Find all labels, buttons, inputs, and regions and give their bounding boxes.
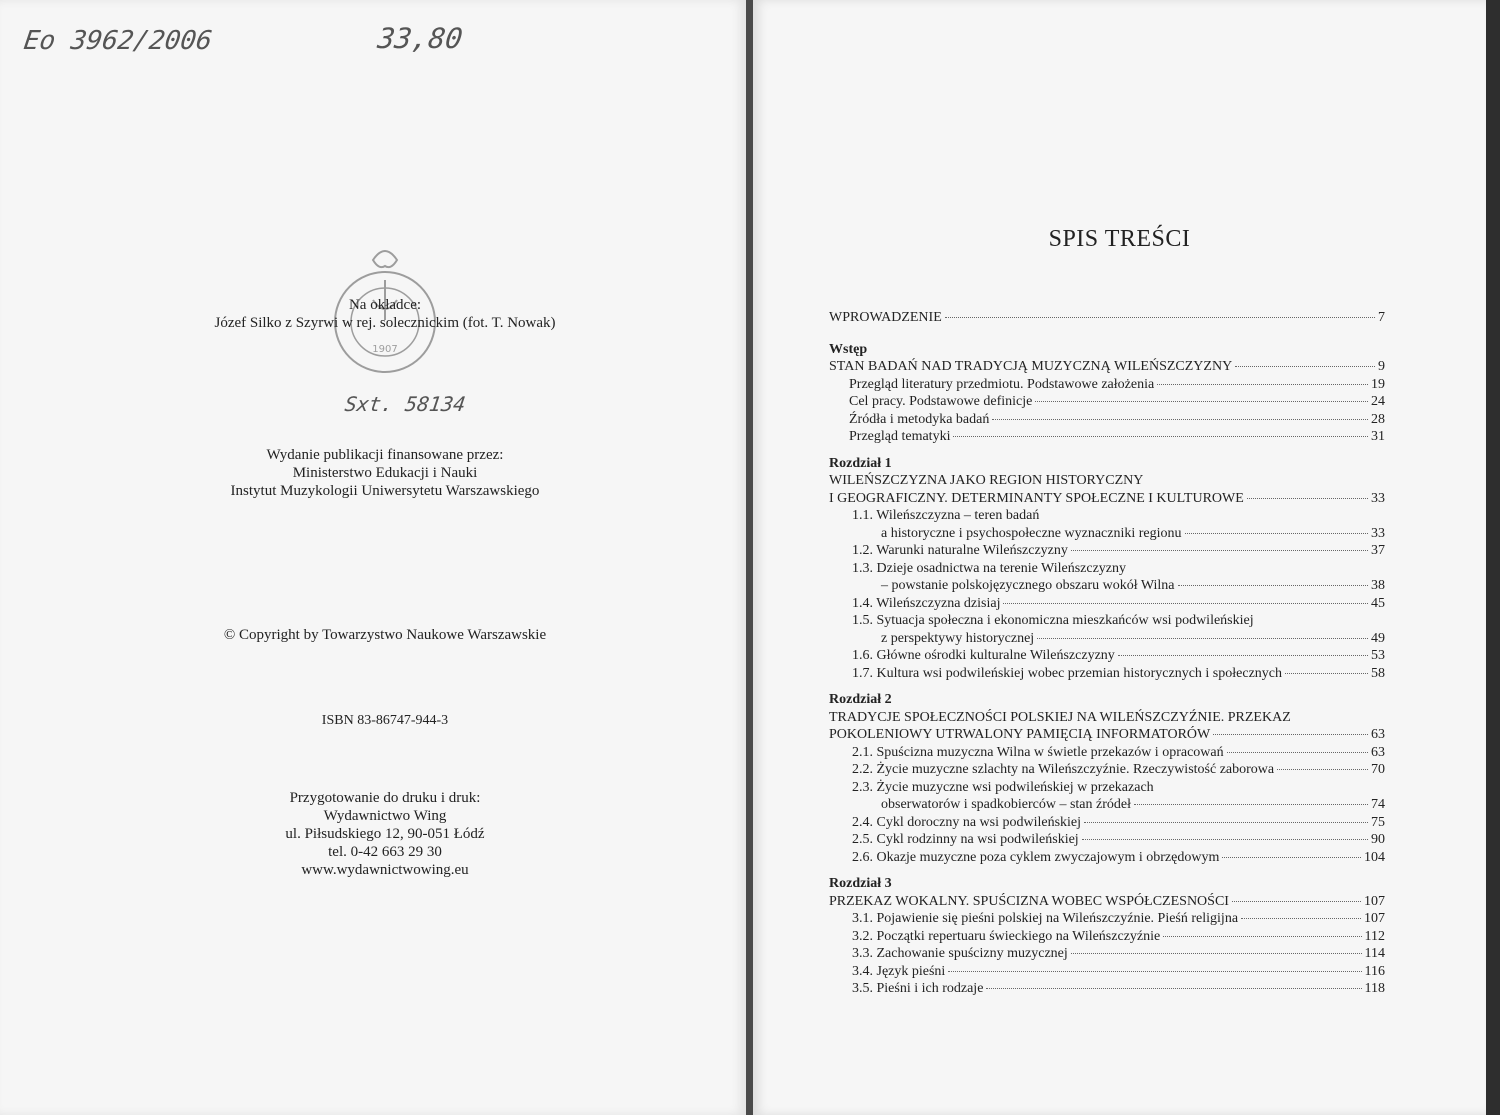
printer-line: www.wydawnictwowing.eu bbox=[301, 862, 469, 878]
funding-line: Instytut Muzykologii Uniwersytetu Warszawskiego bbox=[230, 483, 540, 499]
left-page bbox=[0, 0, 746, 1115]
printer-line: Przygotowanie do druku i druk: bbox=[289, 790, 481, 806]
toc-entry: 1.2. Warunki naturalne Wileńszczyzny 37 bbox=[852, 543, 1385, 558]
toc-entry: Źródła i metodyka badań 28 bbox=[849, 411, 1385, 427]
toc-entry: 3.4. Język pieśni 116 bbox=[852, 963, 1385, 979]
toc-entry: Przegląd literatury przedmiotu. Podstawowe założenia 19 bbox=[849, 376, 1385, 392]
toc-entry: 2.6. Okazje muzyczne poza cyklem zwyczajowym i obrzędowym 104 bbox=[852, 849, 1385, 865]
toc-entry: 3.3. Zachowanie spuścizny muzycznej 114 bbox=[852, 946, 1385, 961]
toc-entry: Cel pracy. Podstawowe definicje 24 bbox=[849, 394, 1385, 409]
toc-entry: 2.2. Życie muzyczne szlachty na Wileńszczyźnie. Rzeczywistość zaborowa 70 bbox=[852, 762, 1385, 777]
toc-title: SPIS TREŚCI bbox=[1048, 226, 1191, 252]
toc-entry: 3.5. Pieśni i ich rodzaje 118 bbox=[852, 981, 1385, 996]
toc-entry: obserwatorów i spadkobierców – stan źródeł 74 bbox=[881, 797, 1385, 812]
table-of-contents bbox=[829, 309, 1385, 998]
toc-entry: 2.4. Cykl doroczny na wsi podwileńskiej 75 bbox=[852, 814, 1385, 830]
toc-entry: 1.1. Wileńszczyzna – teren badań bbox=[852, 508, 1040, 523]
toc-entry: a historyczne i psychospołeczne wyznaczniki regionu 33 bbox=[881, 525, 1385, 541]
toc-chapter-title: I GEOGRAFICZNY. DETERMINANTY SPOŁECZNE I KULTUROWE 33 bbox=[829, 490, 1385, 506]
toc-chapter-title: STAN BADAŃ NAD TRADYCJĄ MUZYCZNĄ WILEŃSZCZYZNY 9 bbox=[829, 359, 1385, 374]
copyright-notice: © Copyright by Towarzystwo Naukowe Warszawskie bbox=[223, 627, 547, 643]
toc-entry: z perspektywy historycznej 49 bbox=[881, 630, 1385, 646]
toc-entry: 2.3. Życie muzyczne wsi podwileńskiej w przekazach bbox=[852, 779, 1154, 795]
toc-chapter-title: TRADYCJE SPOŁECZNOŚCI POLSKIEJ NA WILEŃSZCZYŹNIE. PRZEKAZ bbox=[829, 709, 1291, 725]
cover-note-heading: Na okładce: bbox=[348, 297, 422, 313]
chapter-label: Rozdział 3 bbox=[829, 876, 892, 891]
toc-entry: 3.2. Początki repertuaru świeckiego na Wileńszczyźnie 112 bbox=[852, 928, 1385, 944]
toc-entry: 1.5. Sytuacja społeczna i ekonomiczna mieszkańców wsi podwileńskiej bbox=[852, 613, 1254, 628]
book-gutter bbox=[746, 0, 753, 1115]
handwritten-accession-number: Eo 3962/2006 bbox=[21, 26, 214, 56]
printer-line: Wydawnictwo Wing bbox=[323, 808, 447, 824]
toc-entry: 1.6. Główne ośrodki kulturalne Wileńszczyzny 53 bbox=[852, 648, 1385, 663]
isbn: ISBN 83-86747-944-3 bbox=[321, 713, 449, 728]
chapter-label: Rozdział 1 bbox=[829, 455, 892, 471]
toc-entry: 2.1. Spuścizna muzyczna Wilna w świetle przekazów i opracowań 63 bbox=[852, 744, 1385, 760]
chapter-label: Rozdział 2 bbox=[829, 692, 892, 707]
handwritten-shelfmark: Sxt. 58134 bbox=[343, 392, 468, 416]
chapter-label: Wstęp bbox=[829, 341, 868, 357]
toc-entry: 1.7. Kultura wsi podwileńskiej wobec przemian historycznych i społecznych 58 bbox=[852, 665, 1385, 681]
toc-chapter-title: PRZEKAZ WOKALNY. SPUŚCIZNA WOBEC WSPÓŁCZESNOŚCI 107 bbox=[829, 893, 1385, 909]
toc-entry: 1.3. Dzieje osadnictwa na terenie Wileńszczyzny bbox=[852, 560, 1127, 576]
funding-block bbox=[150, 446, 620, 500]
toc-entry: 2.5. Cykl rodzinny na wsi podwileńskiej 90 bbox=[852, 832, 1385, 847]
page-edge bbox=[1486, 0, 1500, 1115]
toc-entry: 1.4. Wileńszczyzna dzisiaj 45 bbox=[852, 595, 1385, 611]
toc-entry: – powstanie polskojęzycznego obszaru wokół Wilna 38 bbox=[881, 578, 1385, 593]
toc-entry-intro: WPROWADZENIE 7 bbox=[829, 310, 1385, 325]
toc-entry: Przegląd tematyki 31 bbox=[849, 429, 1385, 444]
funding-line: Wydanie publikacji finansowane przez: bbox=[266, 447, 504, 463]
toc-chapter-title: WILEŃSZCZYZNA JAKO REGION HISTORYCZNY bbox=[829, 473, 1144, 488]
printer-line: tel. 0-42 663 29 30 bbox=[328, 844, 442, 860]
toc-chapter-title: POKOLENIOWY UTRWALONY PAMIĘCIĄ INFORMATORÓW 63 bbox=[829, 727, 1385, 742]
funding-line: Ministerstwo Edukacji i Nauki bbox=[292, 465, 478, 481]
handwritten-price: 33,80 bbox=[375, 22, 465, 55]
stamp-year: 1907 bbox=[372, 344, 398, 355]
cover-note-caption: Józef Silko z Szyrwi w rej. solecznickim (fot. T. Nowak) bbox=[214, 315, 556, 331]
cover-note bbox=[150, 296, 620, 332]
printer-line: ul. Piłsudskiego 12, 90-051 Łódź bbox=[285, 826, 485, 842]
printer-block bbox=[150, 789, 620, 879]
toc-entry: 3.1. Pojawienie się pieśni polskiej na Wileńszczyźnie. Pieśń religijna 107 bbox=[852, 911, 1385, 926]
